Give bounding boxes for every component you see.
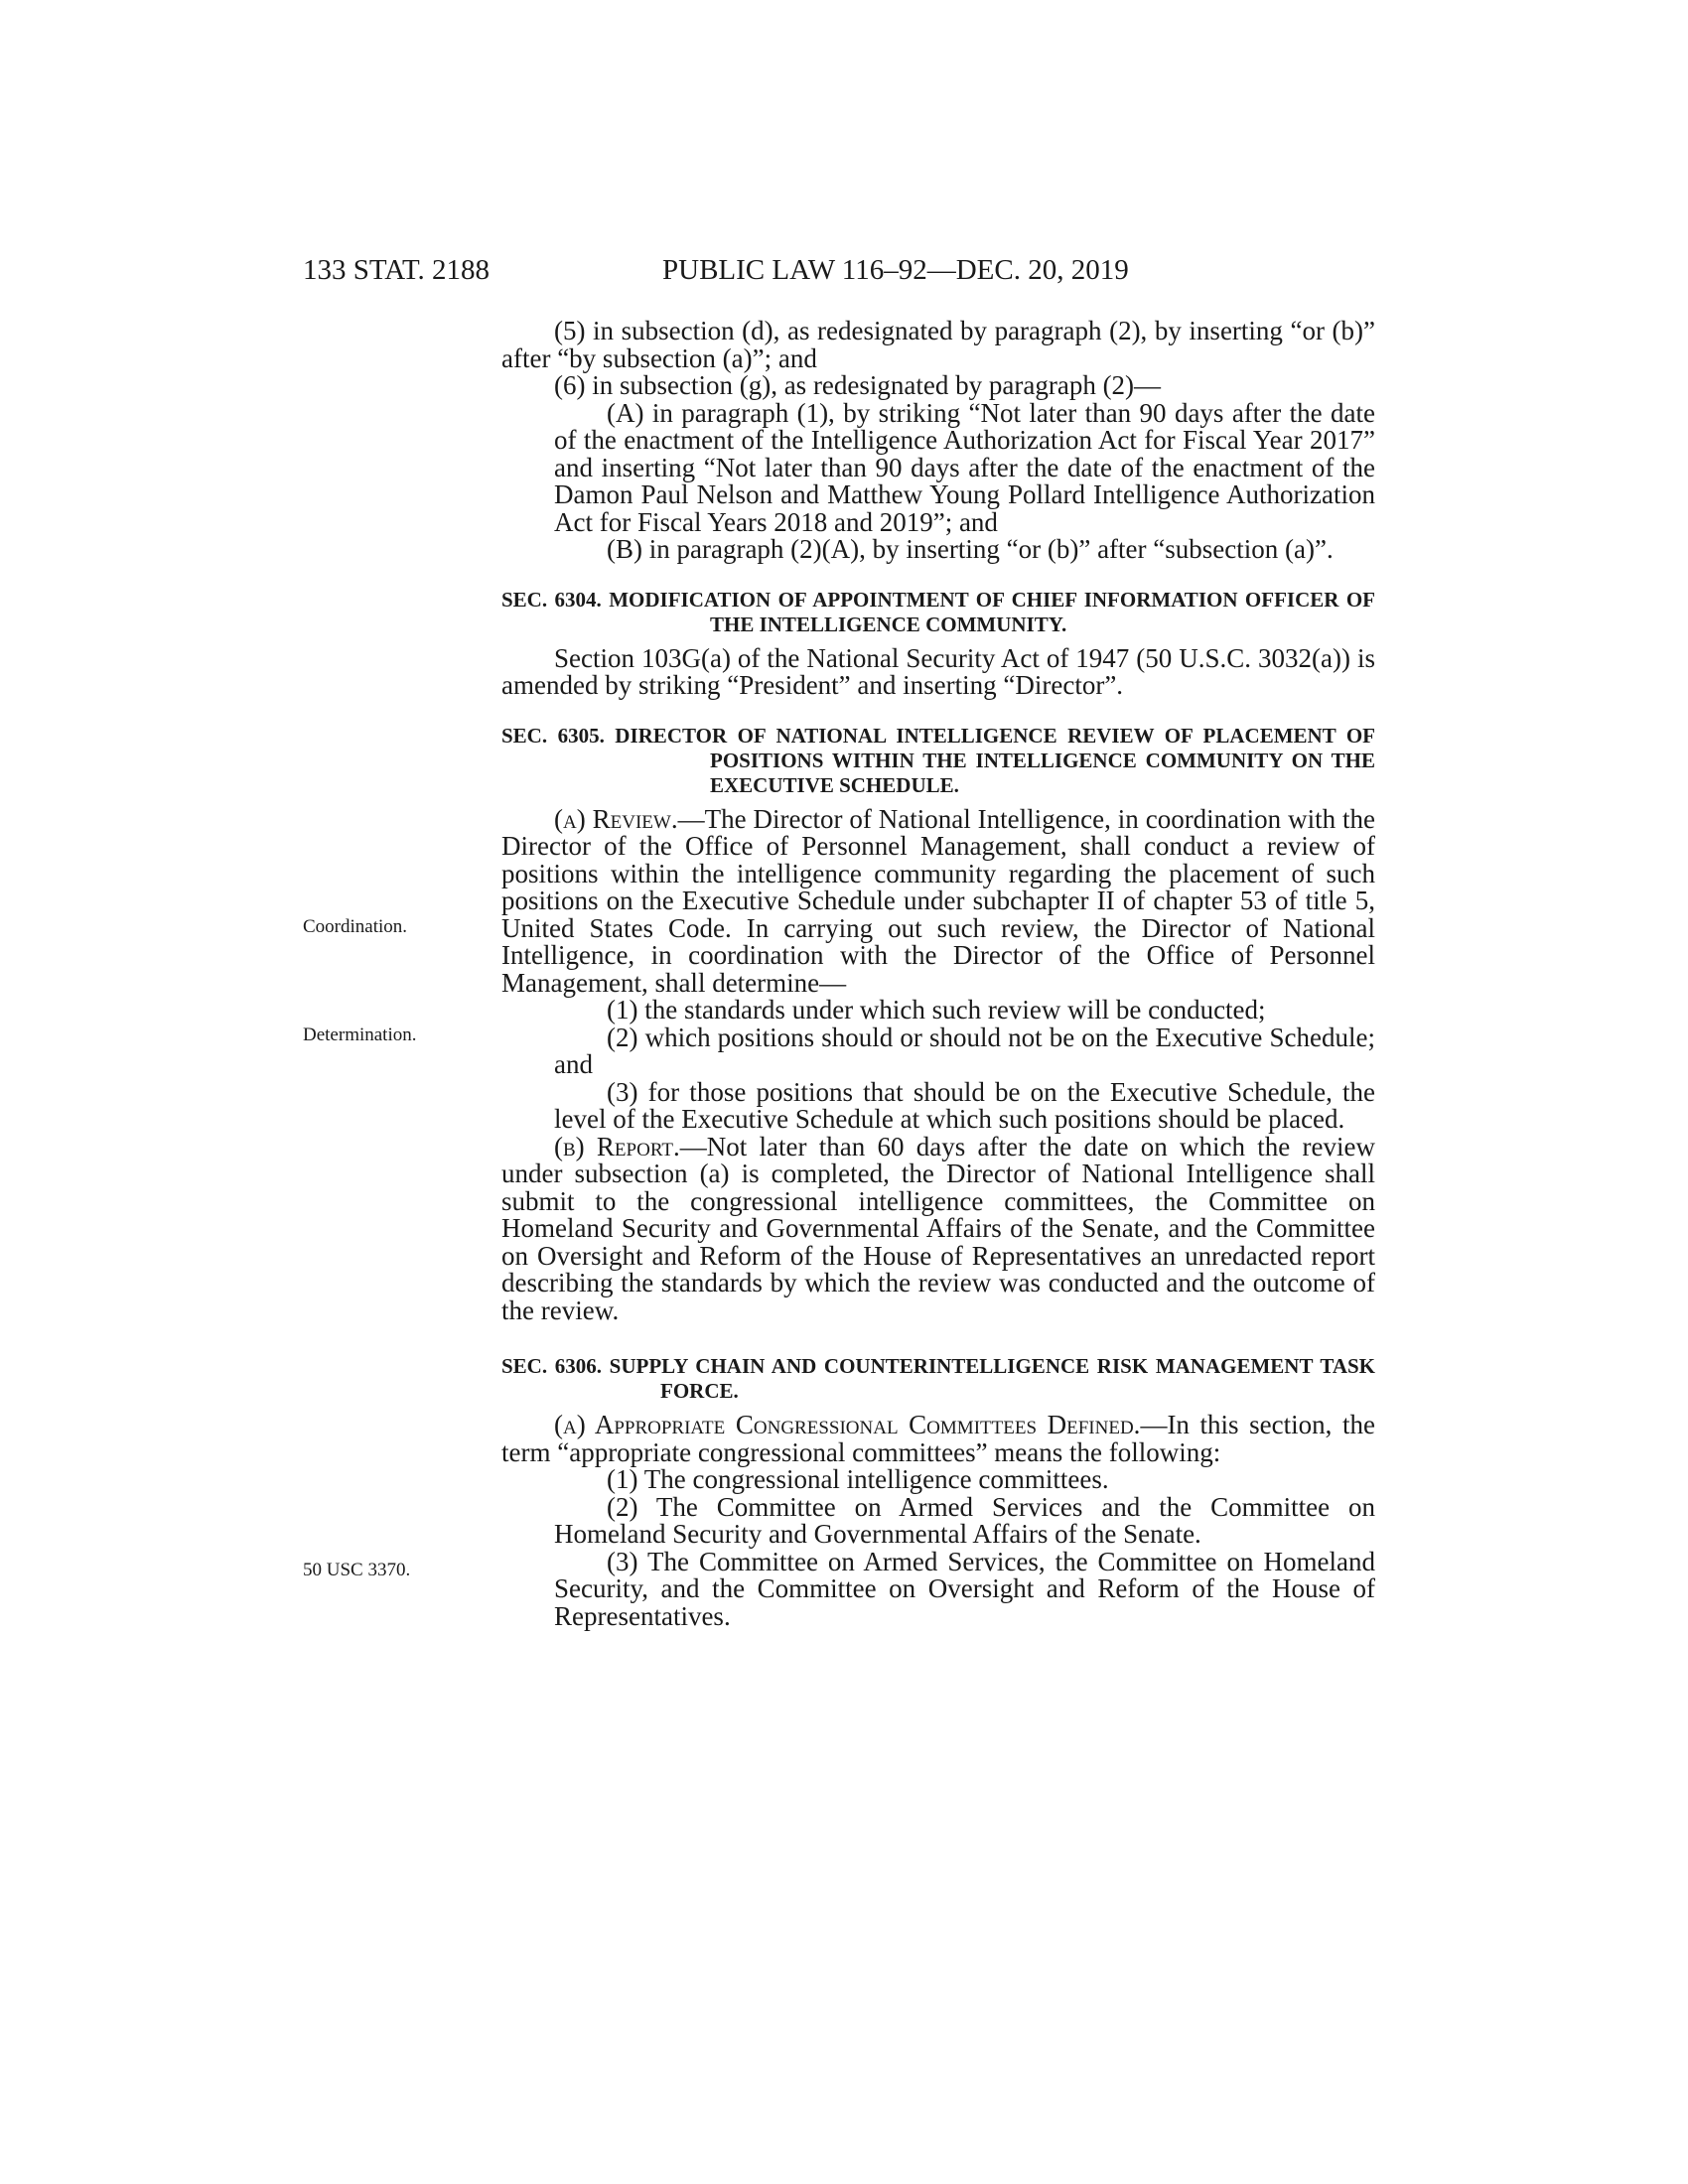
- section-6305-subsection-a: [501, 803, 1376, 998]
- section-6306-heading: SEC. 6306. SUPPLY CHAIN AND COUNTERINTELLIGENCE RISK MANAGEMENT TASK FORCE.: [501, 1354, 1375, 1403]
- subsection-a-label: (a) Appropriate Congressional Committees Defined.: [554, 1410, 1141, 1439]
- margin-note-determination: Determination.: [303, 1024, 417, 1045]
- statute-page-number: 133 STAT. 2188: [303, 254, 491, 286]
- margin-note-coordination: Coordination.: [303, 916, 408, 937]
- paragraph-6: (6) in subsection (g), as redesignated by paragraph (2)—: [554, 370, 1162, 400]
- section-6304-heading: SEC. 6304. MODIFICATION OF APPOINTMENT OF CHIEF INFORMATION OFFICER OF THE INTELLIGENCE COMMUNITY.: [501, 587, 1375, 636]
- section-6306-subsection-a: [501, 1412, 1375, 1466]
- subsection-a-text: —In this section, the term “appropriate congressional committees” means the following:: [501, 1410, 1376, 1467]
- body-text: [501, 318, 1375, 1630]
- running-head: [303, 250, 1375, 290]
- section-6306-a3: (3) The Committee on Armed Services, the Committee on Homeland Security, and the Committee on Oversight and Reform of the House of Representatives.: [554, 1546, 1375, 1631]
- section-6304-text: Section 103G(a) of the National Security Act of 1947 (50 U.S.C. 3032(a)) is amended by striking “President” and inserting “Director”.: [501, 642, 1375, 700]
- section-6305-a2: (2) which positions should or should not be on the Executive Schedule; and: [554, 1022, 1375, 1079]
- subparagraph-6b: (B) in paragraph (2)(A), by inserting “or (b)” after “subsection (a)”.: [607, 534, 1334, 564]
- public-law-title: PUBLIC LAW 116–92—DEC. 20, 2019: [662, 254, 1129, 286]
- subsection-b-text: —Not later than 60 days after the date on which the review under subsection (a) is completed, the Director of National Intelligence shall submit to the congressional intelligence committees, the Committee on Homeland Security and Governmental Affairs of the Senate, and the Committee on Oversight and Reform of the House of Representatives an unredacted report describing the standards by which the review was conducted and the outcome of the review.: [501, 1131, 1375, 1325]
- subsection-a-label: (a) Review.: [554, 803, 678, 834]
- subsection-a-text: —The Director of National Intelligence, in coordination with the Director of the Office of Personnel Management, shall conduct a review of positions within the intelligence community regarding the placement of such positions on the Executive Schedule under subchapter II of chapter 53 of title 5, United States Code. In carrying out such review, the Director of National Intelligence, in coordination with the Director of the Office of Personnel Management, shall determine—: [501, 803, 1376, 998]
- section-6305-subsection-b: [501, 1131, 1375, 1325]
- section-6305-a1: (1) the standards under which such review will be conducted;: [607, 995, 1266, 1024]
- margin-note-usc: 50 USC 3370.: [303, 1560, 411, 1580]
- paragraph-5: (5) in subsection (d), as redesignated by paragraph (2), by inserting “or (b)” after “by subsection (a)”; and: [501, 316, 1375, 373]
- subsection-b-label: (b) Report.: [554, 1131, 680, 1161]
- section-6306-a2: (2) The Committee on Armed Services and the Committee on Homeland Security and Governmental Affairs of the Senate.: [554, 1491, 1375, 1549]
- section-6305-a3: (3) for those positions that should be on the Executive Schedule, the level of the Executive Schedule at which such positions should be placed.: [554, 1076, 1375, 1134]
- section-6305-heading: SEC. 6305. DIRECTOR OF NATIONAL INTELLIGENCE REVIEW OF PLACEMENT OF POSITIONS WITHIN THE INTELLIGENCE COMMUNITY ON THE EXECUTIVE SCHEDULE.: [501, 723, 1375, 797]
- subparagraph-6a: (A) in paragraph (1), by striking “Not later than 90 days after the date of the enactment of the Intelligence Authorization Act for Fiscal Year 2017” and inserting “Not later than 90 days after the date of the enactment of the Damon Paul Nelson and Matthew Young Pollard Intelligence Authorization Act for Fiscal Years 2018 and 2019”; and: [554, 397, 1375, 537]
- section-6306-a1: (1) The congressional intelligence committees.: [607, 1464, 1109, 1494]
